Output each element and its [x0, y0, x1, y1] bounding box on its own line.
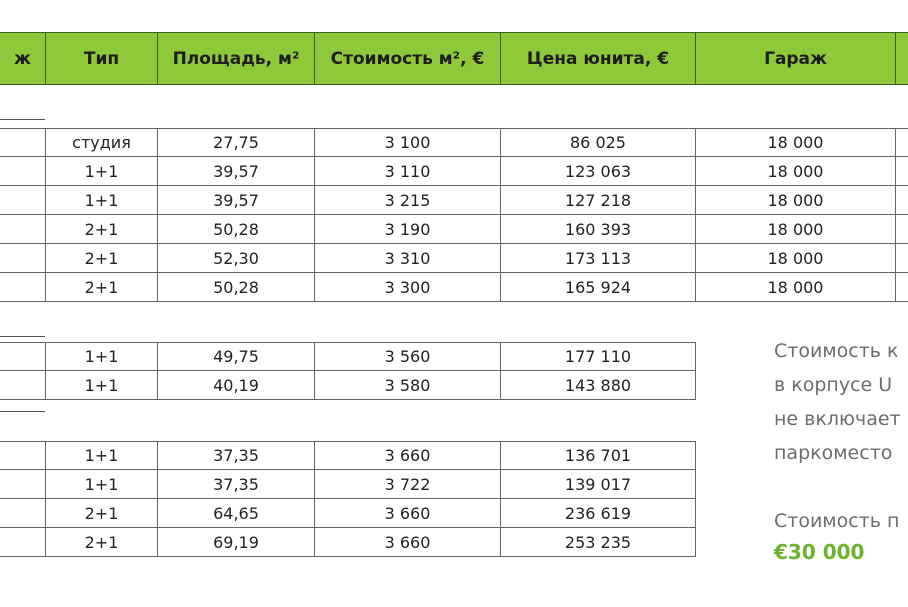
cell-floor [0, 186, 46, 215]
cell-garage: 18 000 [696, 244, 896, 273]
cell-price-per-m2: 3 660 [315, 528, 501, 557]
cell-unit-price: 165 924 [501, 273, 696, 302]
cell-unit-price: 86 025 [501, 128, 696, 157]
cell-floor [0, 470, 46, 499]
cell-unit-price: 253 235 [501, 528, 696, 557]
cell-floor [0, 273, 46, 302]
cell-type: 2+1 [46, 215, 158, 244]
cell-floor [0, 215, 46, 244]
section-divider [0, 336, 45, 337]
note-line-1: Стоимость к [774, 340, 899, 362]
cell-area: 27,75 [158, 128, 315, 157]
cell-extra [896, 186, 908, 215]
cell-extra [896, 244, 908, 273]
header-unit-price: Цена юнита, € [501, 33, 696, 84]
cell-unit-price: 139 017 [501, 470, 696, 499]
cell-floor [0, 499, 46, 528]
cell-floor [0, 371, 46, 400]
cell-extra [896, 128, 908, 157]
cell-type: 1+1 [46, 342, 158, 371]
cell-unit-price: 123 063 [501, 157, 696, 186]
cell-unit-price: 236 619 [501, 499, 696, 528]
cell-price-per-m2: 3 660 [315, 441, 501, 470]
cell-unit-price: 127 218 [501, 186, 696, 215]
cell-price-per-m2: 3 660 [315, 499, 501, 528]
cell-extra [896, 215, 908, 244]
cell-garage: 18 000 [696, 215, 896, 244]
header-type: Тип [46, 33, 158, 84]
cell-type: 2+1 [46, 528, 158, 557]
cell-price-per-m2: 3 300 [315, 273, 501, 302]
cell-floor [0, 244, 46, 273]
header-price-per-m2: Стоимость м², € [315, 33, 501, 84]
parking-price: €30 000 [774, 540, 865, 564]
cell-area: 37,35 [158, 470, 315, 499]
cell-price-per-m2: 3 110 [315, 157, 501, 186]
cell-area: 39,57 [158, 186, 315, 215]
cell-price-per-m2: 3 190 [315, 215, 501, 244]
cell-area: 40,19 [158, 371, 315, 400]
cell-type: 1+1 [46, 441, 158, 470]
note-line-3: не включает [774, 408, 901, 430]
cell-price-per-m2: 3 560 [315, 342, 501, 371]
cell-extra [896, 157, 908, 186]
cell-area: 49,75 [158, 342, 315, 371]
cell-area: 50,28 [158, 215, 315, 244]
cell-area: 39,57 [158, 157, 315, 186]
cell-floor [0, 342, 46, 371]
cell-type: 1+1 [46, 186, 158, 215]
cell-type: 2+1 [46, 244, 158, 273]
cell-type: студия [46, 128, 158, 157]
header-area: Площадь, м² [158, 33, 315, 84]
note-line-5: Стоимость п [774, 510, 900, 532]
cell-garage: 18 000 [696, 128, 896, 157]
cell-area: 64,65 [158, 499, 315, 528]
cell-floor [0, 441, 46, 470]
section-divider [0, 119, 45, 120]
header-garage: Гараж [696, 33, 896, 84]
cell-floor [0, 157, 46, 186]
cell-area: 69,19 [158, 528, 315, 557]
cell-price-per-m2: 3 100 [315, 128, 501, 157]
section-divider [0, 411, 45, 412]
cell-unit-price: 143 880 [501, 371, 696, 400]
header-extra [896, 33, 908, 84]
cell-price-per-m2: 3 310 [315, 244, 501, 273]
note-line-4: паркоместо [774, 442, 893, 464]
note-line-2: в корпусе U [774, 374, 893, 396]
cell-area: 50,28 [158, 273, 315, 302]
cell-unit-price: 177 110 [501, 342, 696, 371]
cell-garage: 18 000 [696, 186, 896, 215]
cell-type: 1+1 [46, 470, 158, 499]
cell-type: 1+1 [46, 157, 158, 186]
cell-floor [0, 128, 46, 157]
cell-price-per-m2: 3 215 [315, 186, 501, 215]
cell-price-per-m2: 3 580 [315, 371, 501, 400]
cell-unit-price: 136 701 [501, 441, 696, 470]
cell-floor [0, 528, 46, 557]
header-floor: ж [0, 33, 46, 84]
cell-type: 2+1 [46, 499, 158, 528]
cell-area: 37,35 [158, 441, 315, 470]
table-header [0, 32, 908, 85]
cell-price-per-m2: 3 722 [315, 470, 501, 499]
cell-area: 52,30 [158, 244, 315, 273]
cell-garage: 18 000 [696, 157, 896, 186]
cell-type: 1+1 [46, 371, 158, 400]
cell-unit-price: 173 113 [501, 244, 696, 273]
cell-extra [896, 273, 908, 302]
cell-garage: 18 000 [696, 273, 896, 302]
cell-unit-price: 160 393 [501, 215, 696, 244]
cell-type: 2+1 [46, 273, 158, 302]
